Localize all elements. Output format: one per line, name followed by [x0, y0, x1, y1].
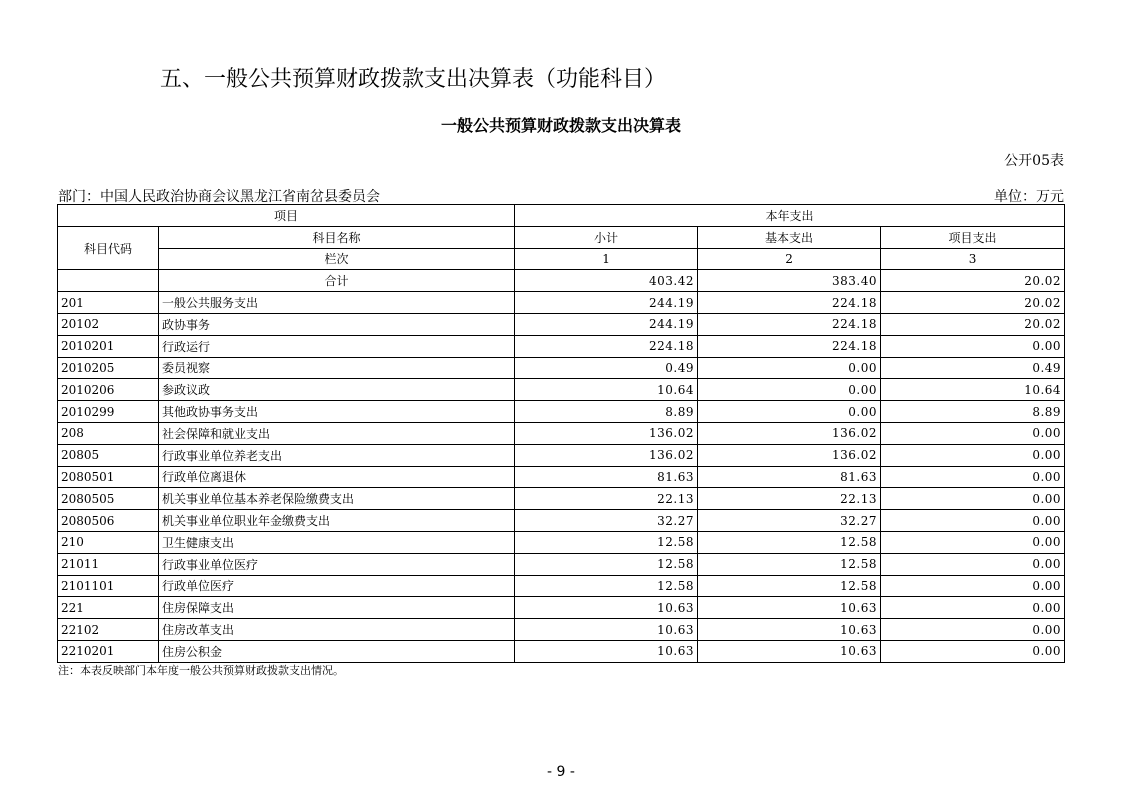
table-row	[58, 575, 1065, 597]
total-basic: 383.40	[698, 270, 881, 292]
cell-subtotal: 8.89	[515, 401, 698, 423]
cell-project: 0.00	[881, 619, 1065, 641]
form-number: 公开05表	[1004, 153, 1064, 169]
cell-subtotal: 136.02	[515, 444, 698, 466]
cell-basic: 0.00	[698, 379, 881, 401]
cell-project: 10.64	[881, 379, 1065, 401]
table-row	[58, 422, 1065, 444]
cell-name: 其他政协事务支出	[159, 401, 515, 423]
cell-project: 0.00	[881, 553, 1065, 575]
cell-name: 机关事业单位职业年金缴费支出	[159, 510, 515, 532]
cell-project: 0.00	[881, 531, 1065, 553]
cell-subtotal: 0.49	[515, 357, 698, 379]
total-project: 20.02	[881, 270, 1065, 292]
cell-name: 委员视察	[159, 357, 515, 379]
cell-code: 2210201	[58, 640, 159, 662]
table-row	[58, 488, 1065, 510]
header-current-year: 本年支出	[515, 205, 1065, 227]
cell-basic: 12.58	[698, 575, 881, 597]
cell-subtotal: 12.58	[515, 575, 698, 597]
cell-subtotal: 10.63	[515, 597, 698, 619]
cell-code: 2010205	[58, 357, 159, 379]
header-basic: 基本支出	[698, 226, 881, 248]
cell-name: 机关事业单位基本养老保险缴费支出	[159, 488, 515, 510]
cell-project: 0.00	[881, 597, 1065, 619]
table-row	[58, 597, 1065, 619]
table-row	[58, 510, 1065, 532]
cell-project: 8.89	[881, 401, 1065, 423]
cell-subtotal: 22.13	[515, 488, 698, 510]
cell-basic: 224.18	[698, 313, 881, 335]
cell-basic: 12.58	[698, 531, 881, 553]
cell-code: 20102	[58, 313, 159, 335]
cell-project: 20.02	[881, 292, 1065, 314]
cell-code: 210	[58, 531, 159, 553]
cell-code: 22102	[58, 619, 159, 641]
cell-code: 2010299	[58, 401, 159, 423]
cell-code: 2101101	[58, 575, 159, 597]
table-row	[58, 313, 1065, 335]
cell-basic: 12.58	[698, 553, 881, 575]
cell-code: 221	[58, 597, 159, 619]
cell-subtotal: 244.19	[515, 292, 698, 314]
cell-project: 0.00	[881, 422, 1065, 444]
cell-basic: 10.63	[698, 619, 881, 641]
table-row	[58, 466, 1065, 488]
cell-name: 住房改革支出	[159, 619, 515, 641]
table-row	[58, 444, 1065, 466]
total-subtotal: 403.42	[515, 270, 698, 292]
cell-basic: 22.13	[698, 488, 881, 510]
cell-code: 2010201	[58, 335, 159, 357]
cell-subtotal: 10.64	[515, 379, 698, 401]
cell-project: 0.49	[881, 357, 1065, 379]
cell-code: 201	[58, 292, 159, 314]
cell-name: 参政议政	[159, 379, 515, 401]
cell-name: 行政运行	[159, 335, 515, 357]
cell-project: 0.00	[881, 466, 1065, 488]
table-row	[58, 640, 1065, 662]
total-row	[58, 270, 1065, 292]
table-row	[58, 357, 1065, 379]
header-name: 科目名称	[159, 226, 515, 248]
cell-name: 行政单位医疗	[159, 575, 515, 597]
cell-code: 20805	[58, 444, 159, 466]
header-col2: 2	[698, 248, 881, 270]
cell-project: 0.00	[881, 510, 1065, 532]
cell-name: 卫生健康支出	[159, 531, 515, 553]
table-row	[58, 292, 1065, 314]
table-row	[58, 619, 1065, 641]
cell-code: 2080501	[58, 466, 159, 488]
cell-project: 0.00	[881, 575, 1065, 597]
cell-subtotal: 10.63	[515, 619, 698, 641]
section-title: 五、一般公共预算财政拨款支出决算表（功能科目）	[160, 67, 667, 92]
cell-basic: 81.63	[698, 466, 881, 488]
unit-label: 单位：万元	[994, 189, 1064, 205]
cell-name: 政协事务	[159, 313, 515, 335]
cell-name: 社会保障和就业支出	[159, 422, 515, 444]
expenditure-table	[57, 204, 1065, 663]
cell-subtotal: 12.58	[515, 553, 698, 575]
table-row	[58, 401, 1065, 423]
header-column-order: 栏次	[159, 248, 515, 270]
cell-basic: 32.27	[698, 510, 881, 532]
cell-basic: 224.18	[698, 292, 881, 314]
cell-basic: 0.00	[698, 357, 881, 379]
table-title: 一般公共预算财政拨款支出决算表	[440, 116, 681, 135]
cell-basic: 0.00	[698, 401, 881, 423]
cell-project: 0.00	[881, 640, 1065, 662]
cell-basic: 10.63	[698, 640, 881, 662]
cell-project: 0.00	[881, 488, 1065, 510]
cell-subtotal: 12.58	[515, 531, 698, 553]
header-row-3	[58, 248, 1065, 270]
header-col1: 1	[515, 248, 698, 270]
cell-basic: 10.63	[698, 597, 881, 619]
header-subtotal: 小计	[515, 226, 698, 248]
cell-project: 0.00	[881, 444, 1065, 466]
header-row-2	[58, 226, 1065, 248]
cell-name: 住房保障支出	[159, 597, 515, 619]
cell-project: 20.02	[881, 313, 1065, 335]
page-number: - 9 -	[547, 764, 575, 780]
total-label: 合计	[159, 270, 515, 292]
footnote: 注：本表反映部门本年度一般公共预算财政拨款支出情况。	[58, 664, 344, 677]
cell-name: 行政单位离退休	[159, 466, 515, 488]
cell-name: 住房公积金	[159, 640, 515, 662]
cell-name: 一般公共服务支出	[159, 292, 515, 314]
header-row-1	[58, 205, 1065, 227]
cell-name: 行政事业单位医疗	[159, 553, 515, 575]
table-row	[58, 335, 1065, 357]
cell-code: 208	[58, 422, 159, 444]
header-project-expense: 项目支出	[881, 226, 1065, 248]
cell-subtotal: 32.27	[515, 510, 698, 532]
cell-basic: 136.02	[698, 444, 881, 466]
cell-subtotal: 81.63	[515, 466, 698, 488]
cell-code: 2080506	[58, 510, 159, 532]
table-row	[58, 379, 1065, 401]
table-row	[58, 531, 1065, 553]
table-row	[58, 553, 1065, 575]
cell-subtotal: 136.02	[515, 422, 698, 444]
cell-basic: 224.18	[698, 335, 881, 357]
cell-subtotal: 244.19	[515, 313, 698, 335]
header-code: 科目代码	[58, 226, 159, 270]
total-code-empty	[58, 270, 159, 292]
cell-name: 行政事业单位养老支出	[159, 444, 515, 466]
header-col3: 3	[881, 248, 1065, 270]
cell-code: 2010206	[58, 379, 159, 401]
header-project: 项目	[58, 205, 515, 227]
department-label: 部门：中国人民政治协商会议黑龙江省南岔县委员会	[58, 189, 380, 205]
cell-code: 21011	[58, 553, 159, 575]
cell-project: 0.00	[881, 335, 1065, 357]
cell-basic: 136.02	[698, 422, 881, 444]
cell-code: 2080505	[58, 488, 159, 510]
cell-subtotal: 10.63	[515, 640, 698, 662]
cell-subtotal: 224.18	[515, 335, 698, 357]
